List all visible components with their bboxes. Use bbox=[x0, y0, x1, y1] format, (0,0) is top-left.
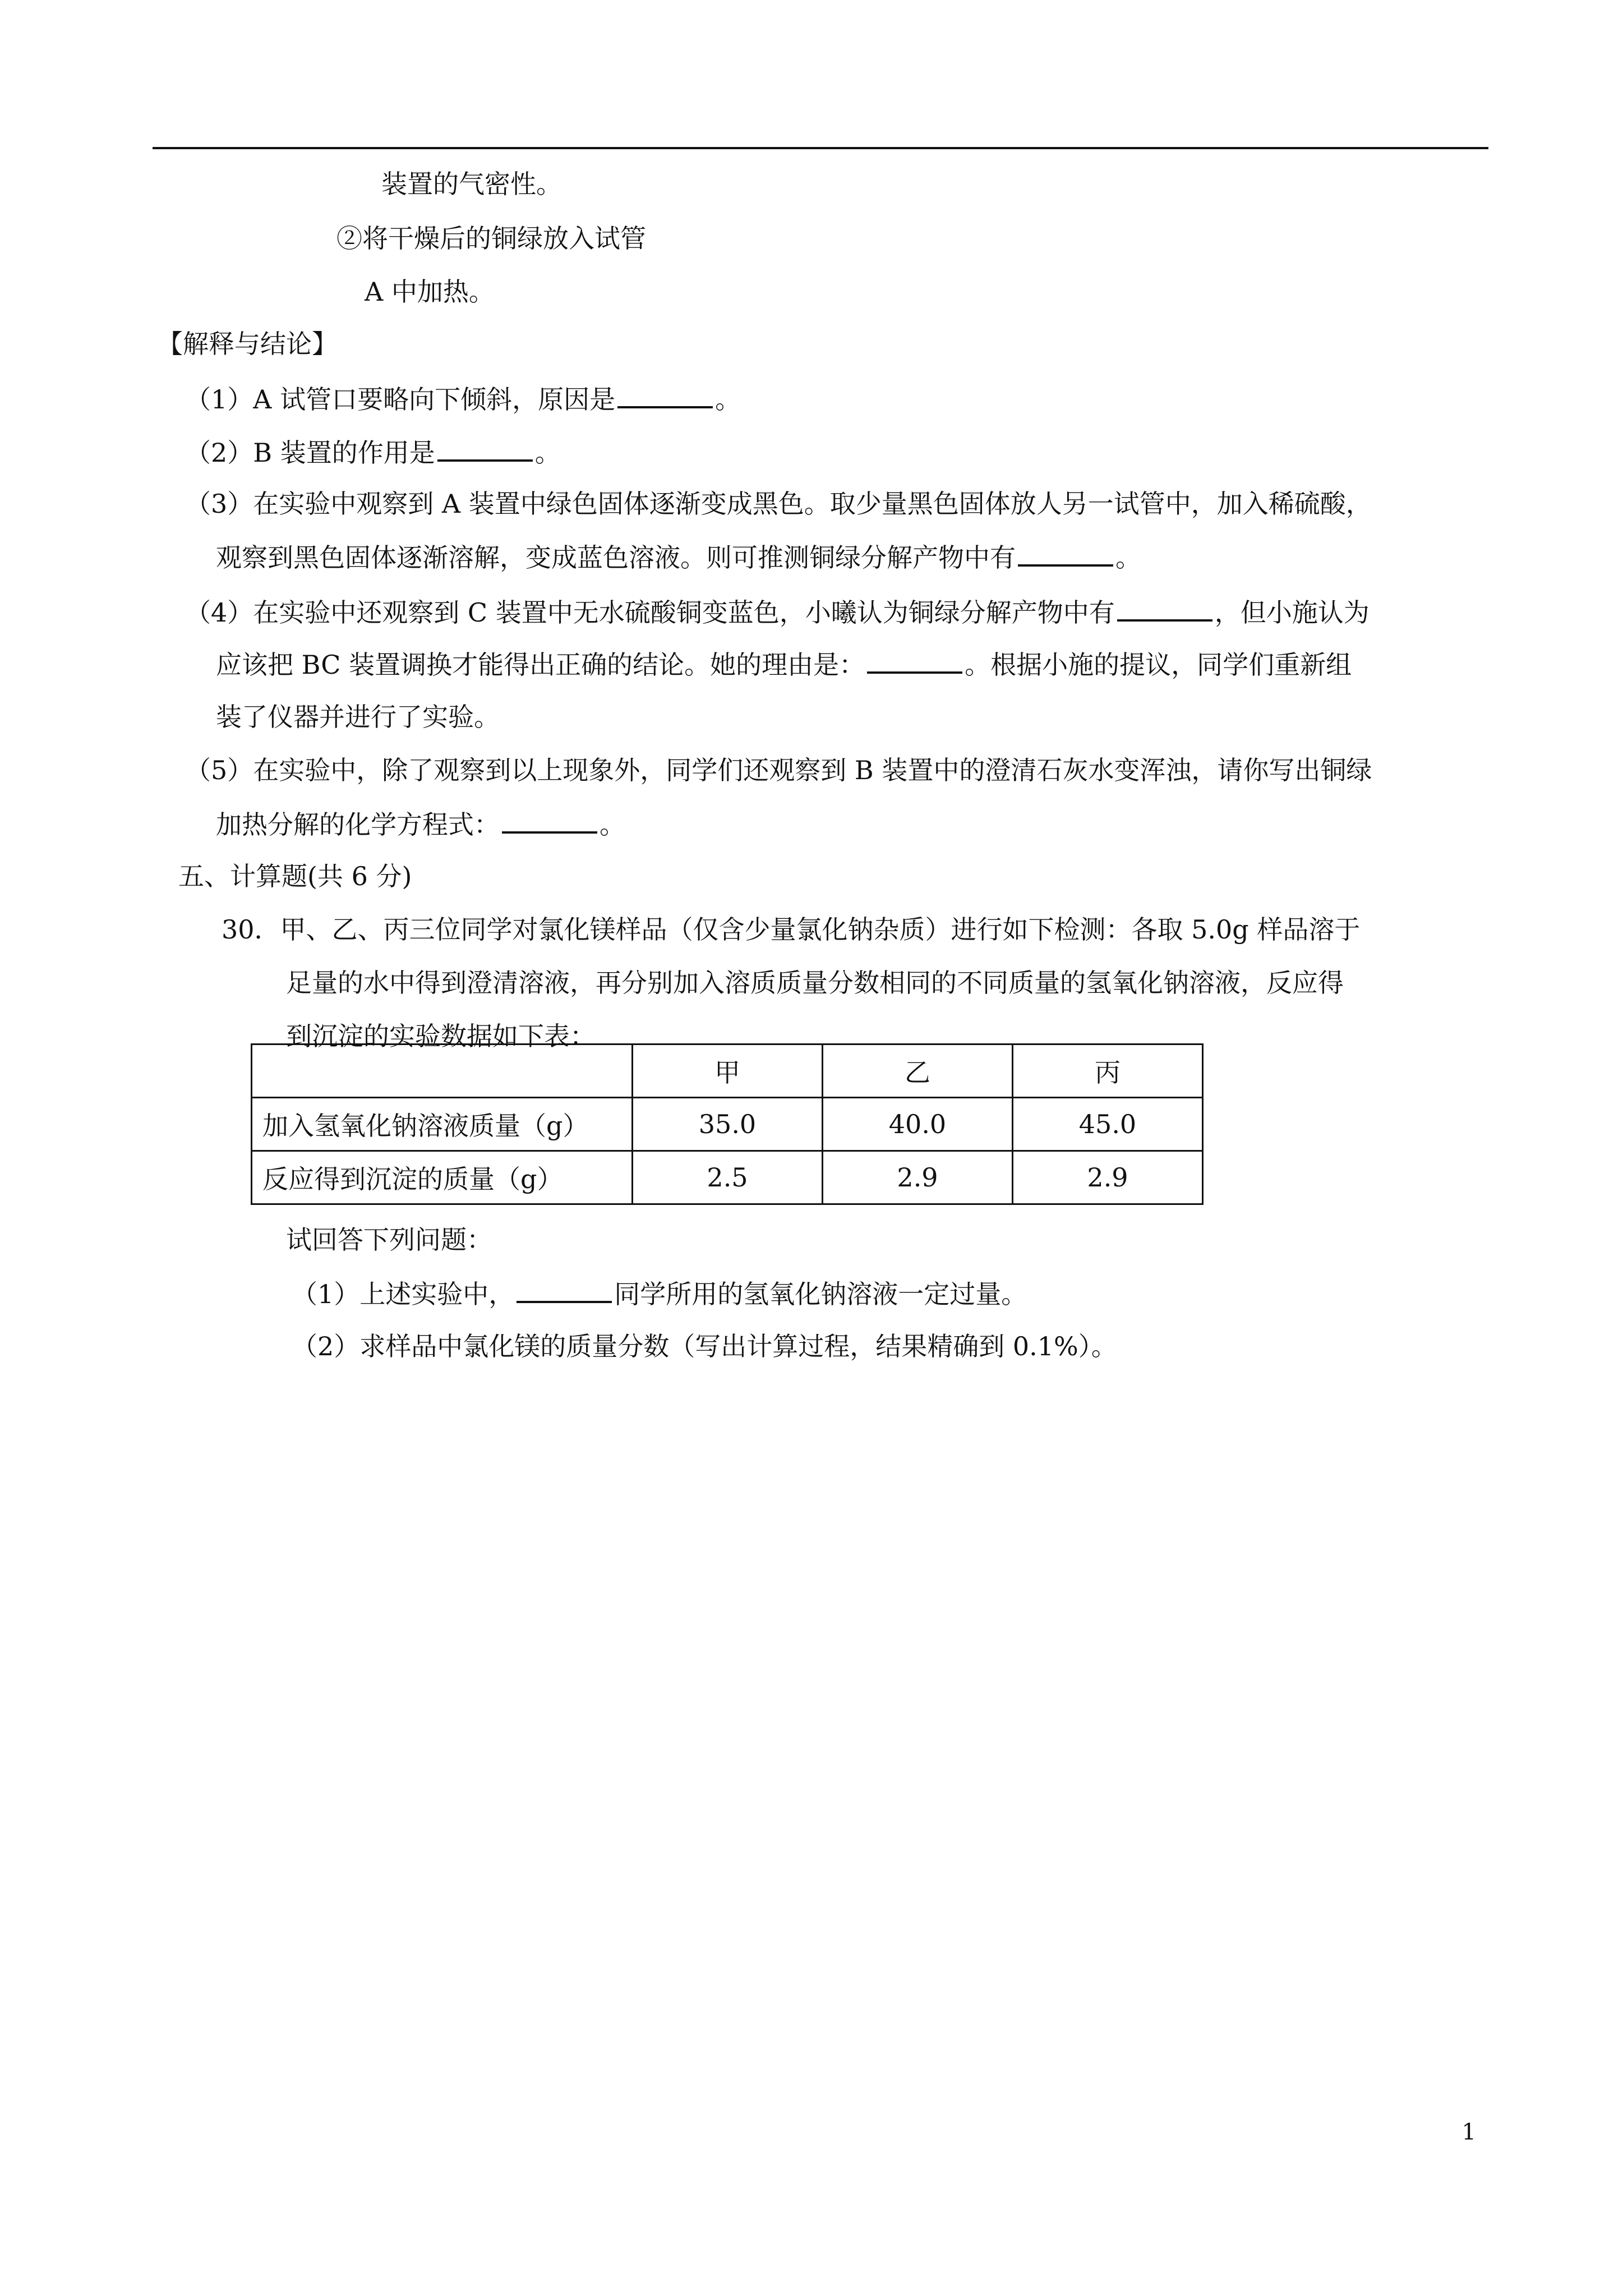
sub-question-1: （1）上述实验中， 同学所用的氢氧化钠溶液一定过量。 bbox=[292, 1276, 1027, 1311]
answer-blank[interactable] bbox=[617, 381, 713, 408]
table-cell: 甲 bbox=[633, 1045, 823, 1098]
table-cell: 40.0 bbox=[823, 1098, 1013, 1151]
section-heading: 五、计算题(共 6 分) bbox=[178, 861, 412, 891]
answer-blank[interactable] bbox=[867, 647, 962, 674]
page-number: 1 bbox=[1461, 2119, 1476, 2145]
sub-heading: 试回答下列问题： bbox=[286, 1225, 492, 1255]
text-line: A 中加热。 bbox=[365, 277, 495, 307]
data-table bbox=[251, 1043, 1204, 1205]
problem-30-cont: 足量的水中得到澄清溶液，再分别加入溶质质量分数相同的不同质量的氢氧化钠溶液，反应得 bbox=[286, 968, 1344, 998]
table-cell: 反应得到沉淀的质量（g） bbox=[252, 1151, 633, 1204]
table-cell: 2.9 bbox=[1013, 1151, 1203, 1204]
text-line: ②将干燥后的铜绿放入试管 bbox=[336, 223, 646, 254]
answer-blank[interactable] bbox=[437, 435, 533, 462]
text-line: 装置的气密性。 bbox=[381, 169, 562, 199]
table-cell: 加入氢氧化钠溶液质量（g） bbox=[252, 1098, 633, 1151]
table-cell: 2.5 bbox=[633, 1151, 823, 1204]
table-cell: 2.9 bbox=[823, 1151, 1013, 1204]
header-rule bbox=[153, 147, 1488, 149]
answer-blank[interactable] bbox=[1117, 595, 1212, 622]
question-5: （5）在实验中，除了观察到以上现象外，同学们还观察到 B 装置中的澄清石灰水变浑浊，请你写出铜绿 bbox=[185, 755, 1372, 785]
answer-blank[interactable] bbox=[502, 807, 597, 834]
problem-30-cont: 到沉淀的实验数据如下表： bbox=[286, 1021, 596, 1051]
answer-blank[interactable] bbox=[517, 1276, 612, 1303]
sub-question-2: （2）求样品中氯化镁的质量分数（写出计算过程，结果精确到 0.1%）。 bbox=[292, 1331, 1117, 1361]
question-4-cont: 装了仪器并进行了实验。 bbox=[216, 702, 500, 732]
question-3: （3）在实验中观察到 A 装置中绿色固体逐渐变成黑色。取少量黑色固体放人另一试管中，加入稀硫酸， bbox=[185, 489, 1372, 519]
question-2: （2）B 装置的作用是 。 bbox=[185, 435, 561, 470]
table-cell: 丙 bbox=[1013, 1045, 1203, 1098]
question-5-cont: 加热分解的化学方程式： 。 bbox=[216, 807, 625, 841]
section-heading: 【解释与结论】 bbox=[157, 329, 338, 359]
table-cell: 乙 bbox=[823, 1045, 1013, 1098]
table-row bbox=[252, 1151, 1203, 1204]
table-header-row bbox=[252, 1045, 1203, 1098]
question-4: （4）在实验中还观察到 C 装置中无水硫酸铜变蓝色，小曦认为铜绿分解产物中有 ，但小施认为 bbox=[185, 595, 1370, 629]
table-row bbox=[252, 1098, 1203, 1151]
table-cell: 35.0 bbox=[633, 1098, 823, 1151]
question-4-cont: 应该把 BC 装置调换才能得出正确的结论。她的理由是： 。根据小施的提议，同学们重新组 bbox=[216, 647, 1352, 682]
answer-blank[interactable] bbox=[1018, 540, 1113, 567]
table-cell: 45.0 bbox=[1013, 1098, 1203, 1151]
question-1: （1）A 试管口要略向下倾斜，原因是 。 bbox=[185, 381, 741, 416]
problem-30: 30．甲、乙、丙三位同学对氯化镁样品（仅含少量氯化钠杂质）进行如下检测：各取 5.0g 样品溶于 bbox=[222, 914, 1361, 945]
question-3-cont: 观察到黑色固体逐渐溶解，变成蓝色溶液。则可推测铜绿分解产物中有 。 bbox=[216, 540, 1141, 574]
table-cell bbox=[252, 1045, 633, 1098]
